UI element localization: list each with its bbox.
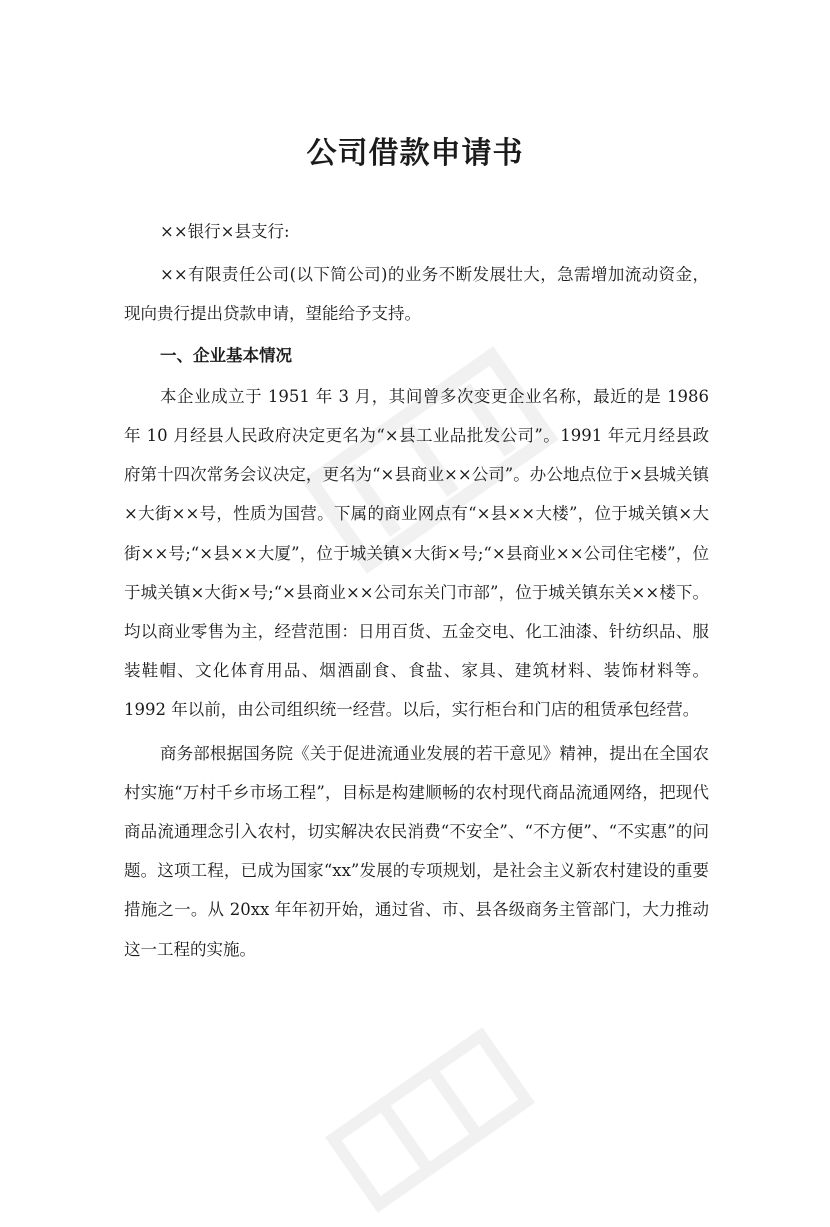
section-heading: 一、企业基本情况: [160, 345, 292, 365]
watermark-logo-icon-2: [314, 1013, 547, 1226]
salutation: ××银行×县支行:: [160, 222, 290, 241]
page-title: 公司借款申请书: [306, 136, 524, 172]
company-overview-paragraph: 本企业成立于 1951 年 3 月，其间曾多次变更企业名称，最近的是 1986 年 10 月经县人民政府决定更名为“×县工业品批发公司”。1991 年元月经县政府第十四次常务会议决定，更名为“×县商业××公司”。办公地点位于×县城关镇×大街××号，性质为国营。下属的商业网点有“×县××大楼”，位于城关镇×大街××号;“×县××大厦”，位于城关镇×大街×号;“×县商业××公司住宅楼”，位于城关镇×大街×号;“×县商业××公司东关门市部”，位于城关镇东关××楼下。均以商业零售为主，经营范围：日用百货、五金交电、化工油漆、针纺织品、服装鞋帽、文化体育用品、烟酒副食、食盐、家具、建筑材料、装饰材料等。1992 年以前，由公司组织统一经营。以后，实行柜台和门店的租赁承包经营。: [124, 386, 709, 720]
document-body: [124, 212, 709, 969]
intro-paragraph: ××有限责任公司(以下简公司)的业务不断发展壮大，急需增加流动资金，现向贵行提出贷款申请，望能给予支持。: [124, 265, 709, 324]
policy-paragraph: 商务部根据国务院《关于促进流通业发展的若干意见》精神，提出在全国农村实施“万村千乡市场工程”，目标是构建顺畅的农村现代商品流通网络，把现代商品流通理念引入农村，切实解决农民消费“不安全”、“不方便”、“不实惠”的问题。这项工程，已成为国家“xx”发展的专项规划，是社会主义新农村建设的重要措施之一。从 20xx 年年初开始，通过省、市、县各级商务主管部门，大力推动这一工程的实施。: [124, 743, 709, 959]
